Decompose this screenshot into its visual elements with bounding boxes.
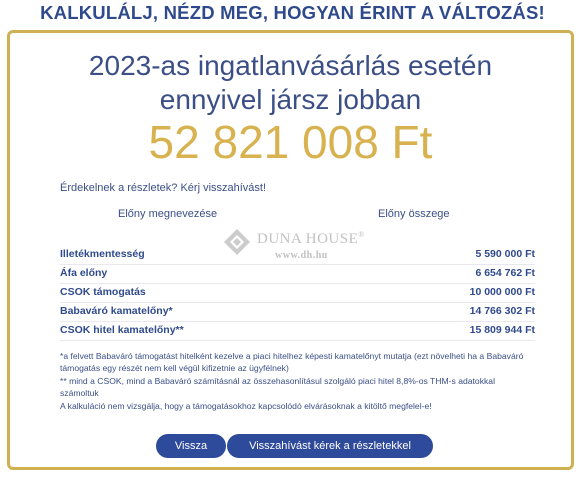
footnotes: [60, 350, 535, 413]
benefit-value: 10 000 000 Ft: [469, 286, 535, 298]
headline-line-2: ennyivel jársz jobban: [159, 84, 422, 115]
watermark-brand: DUNA HOUSE®: [257, 230, 365, 247]
benefit-value: 14 766 302 Ft: [469, 305, 535, 317]
footnote-babavaro: *a felvett Babaváró támogatást hitelként kezelve a piaci hitelhez képesti kamatelőnyt mutatja (ezt növelheti ha a Babaváró támogatás egy részét nem kell végül kifizetnie az ügyfélnek): [60, 351, 524, 373]
table-row: [60, 303, 535, 322]
table-row: [60, 284, 535, 303]
benefit-name: Áfa előny: [60, 267, 108, 279]
benefit-value: 15 809 944 Ft: [469, 324, 535, 336]
benefit-name: CSOK támogatás: [60, 286, 146, 298]
benefit-name: Babaváró kamatelőny*: [60, 305, 173, 317]
result-headline: [10, 49, 571, 117]
headline-line-1: 2023-as ingatlanvásárlás esetén: [88, 50, 493, 81]
column-header-benefit-value: Előny összege: [378, 208, 450, 220]
request-callback-button[interactable]: Visszahívást kérek a részletekkel: [227, 434, 433, 458]
table-row: [60, 265, 535, 284]
calculator-result-card: [7, 30, 574, 470]
page-banner: KALKULÁLJ, NÉZD MEG, HOGYAN ÉRINT A VÁLTOZÁS!: [40, 2, 545, 23]
footnote-disclaimer: A kalkuláció nem vizsgálja, hogy a támogatásokhoz kapcsolódó elvárásoknak a kitöltő megfelel-e!: [60, 401, 432, 411]
benefit-value: 6 654 762 Ft: [475, 267, 535, 279]
footnote-thm: ** mind a CSOK, mind a Babaváró számításnál az összehasonlításul szolgáló piaci hitel 8,8%-os THM-s adatokkal számoltuk: [60, 376, 495, 398]
benefit-name: CSOK hitel kamatelőny**: [60, 324, 184, 336]
column-header-benefit-name: Előny megnevezése: [118, 208, 218, 220]
watermark-url: www.dh.hu: [275, 250, 328, 261]
total-benefit-amount: 52 821 008 Ft: [148, 116, 433, 168]
table-row: [60, 246, 535, 265]
table-row: [60, 322, 535, 341]
benefits-table: [60, 246, 535, 341]
back-button[interactable]: Vissza: [156, 434, 226, 458]
benefit-value: 5 590 000 Ft: [475, 248, 535, 260]
callback-question-link[interactable]: Érdekelnek a részletek? Kérj visszahívást!: [60, 182, 267, 194]
benefit-name: Illetékmentesség: [60, 248, 145, 260]
